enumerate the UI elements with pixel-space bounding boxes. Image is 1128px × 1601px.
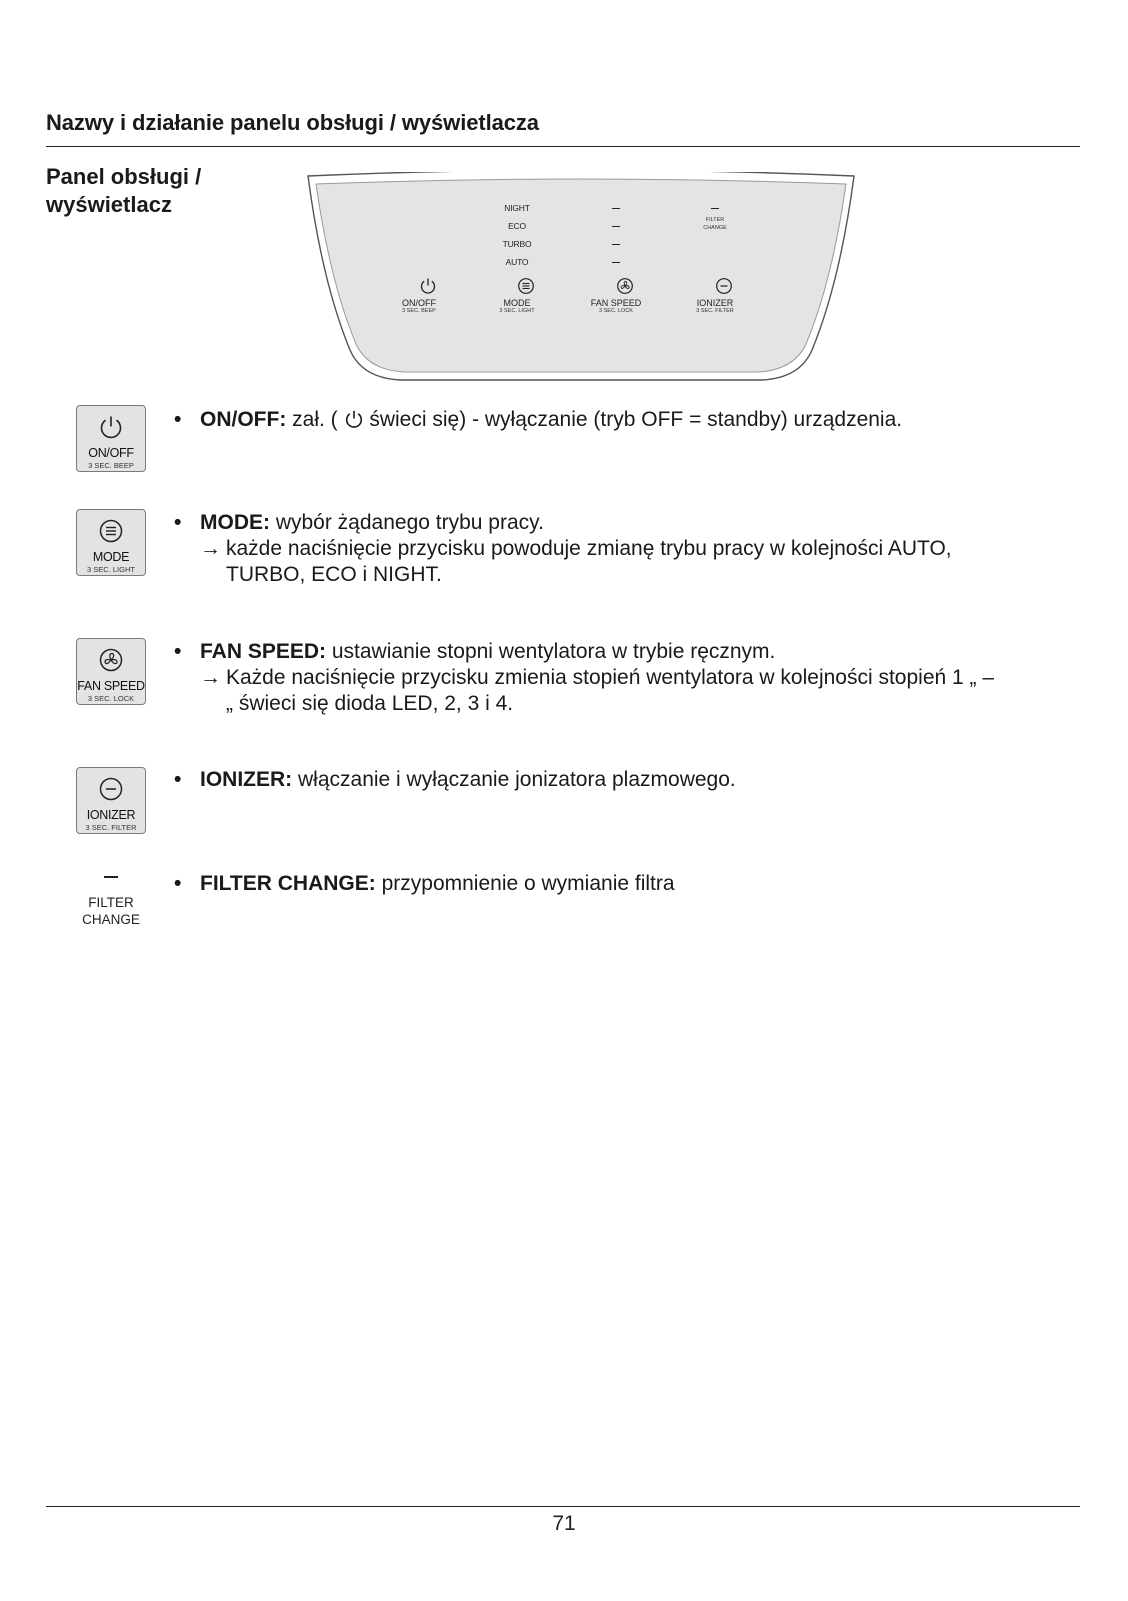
- panel-ionizer-label: IONIZER: [696, 298, 734, 308]
- led-indicator: [612, 208, 620, 209]
- led-indicator: [612, 226, 620, 227]
- menu-icon: [98, 518, 124, 549]
- bullet: •: [174, 408, 182, 431]
- onoff-button-sub: 3 SEC. BEEP: [88, 461, 134, 470]
- onoff-keyword: ON/OFF:: [200, 408, 287, 431]
- onoff-button-label: ON/OFF: [88, 446, 134, 460]
- fan-icon: [98, 647, 124, 678]
- bullet: •: [174, 768, 182, 791]
- minus-circle-icon: [98, 776, 124, 807]
- mode-cont-text: TURBO, ECO i NIGHT.: [226, 563, 442, 586]
- fanspeed-text: ustawianie stopni wentylatora w trybie ręcznym.: [326, 640, 776, 663]
- fanspeed-arrow-text: Każde naciśnięcie przycisku zmienia stopień wentylatora w kolejności stopień 1 „ –: [226, 666, 995, 689]
- filter-label-line2: CHANGE: [82, 912, 140, 927]
- ionizer-button-sub: 3 SEC. FILTER: [85, 823, 137, 832]
- fanspeed-description: [174, 639, 1074, 717]
- filter-label-line1: FILTER: [88, 895, 134, 910]
- filter-change-indicator: [76, 870, 146, 928]
- power-icon: [98, 414, 124, 445]
- panel-filter-label1: FILTER: [705, 217, 725, 223]
- bullet: •: [174, 511, 182, 534]
- mode-arrow-text: każde naciśnięcie przycisku powoduje zmianę trybu pracy w kolejności AUTO,: [226, 537, 952, 560]
- panel-onoff-label: ON/OFF: [402, 298, 436, 308]
- led-indicator: [612, 262, 620, 263]
- filter-description: [174, 871, 1074, 897]
- mode-keyword: MODE:: [200, 511, 270, 534]
- bullet: •: [174, 872, 182, 895]
- power-icon: [344, 409, 364, 436]
- mode-description: [174, 510, 1074, 588]
- control-panel-illustration: [300, 172, 862, 394]
- mode-button-label: MODE: [92, 550, 130, 564]
- bullet: •: [174, 640, 182, 663]
- mode-text: wybór żądanego trybu pracy.: [270, 511, 544, 534]
- filter-led-indicator: [711, 208, 719, 209]
- panel-mode-auto: AUTO: [505, 257, 529, 267]
- onoff-button-illustration: [76, 405, 146, 472]
- panel-label-line2: wyświetlacz: [46, 192, 172, 217]
- panel-fanspeed-label: FAN SPEED: [590, 298, 642, 308]
- arrow-icon: →: [200, 666, 221, 689]
- panel-label: [46, 163, 201, 219]
- mode-button-sub: 3 SEC. LIGHT: [87, 565, 135, 574]
- header-rule: [46, 146, 1080, 147]
- fanspeed-keyword: FAN SPEED:: [200, 640, 327, 663]
- fanspeed-button-sub: 3 SEC. LOCK: [87, 694, 135, 703]
- panel-fanspeed-sub: 3 SEC. LOCK: [599, 308, 633, 314]
- fanspeed-button-label: FAN SPEED: [77, 679, 145, 693]
- panel-mode-sub: 3 SEC. LIGHT: [499, 308, 535, 314]
- onoff-text-b: świeci się) - wyłączanie (tryb OFF = standby) urządzenia.: [363, 408, 903, 431]
- filter-keyword: FILTER CHANGE:: [200, 872, 376, 895]
- panel-mode-label: MODE: [503, 298, 531, 308]
- panel-filter-label2: CHANGE: [703, 225, 727, 231]
- led-indicator: [612, 244, 620, 245]
- fanspeed-button-illustration: [76, 638, 146, 705]
- panel-onoff-sub: 3 SEC. BEEP: [402, 308, 436, 314]
- ionizer-keyword: IONIZER:: [200, 768, 293, 791]
- ionizer-text: włączanie i wyłączanie jonizatora plazmowego.: [292, 768, 736, 791]
- mode-button-illustration: [76, 509, 146, 576]
- onoff-text-a: zał. (: [286, 408, 344, 431]
- panel-outline: [300, 172, 862, 394]
- fanspeed-cont-text: „ świeci się dioda LED, 2, 3 i 4.: [226, 692, 514, 715]
- filter-text: przypomnienie o wymianie filtra: [375, 872, 675, 895]
- onoff-description: [174, 407, 1074, 436]
- filter-led-indicator: [104, 876, 118, 878]
- ionizer-button-label: IONIZER: [86, 808, 136, 822]
- panel-mode-turbo: TURBO: [502, 239, 532, 249]
- panel-ionizer-sub: 3 SEC. FILTER: [696, 308, 734, 314]
- footer-rule: [46, 1506, 1080, 1507]
- page-number: 71: [552, 1512, 576, 1535]
- panel-mode-night: NIGHT: [504, 203, 530, 213]
- arrow-icon: →: [200, 537, 221, 560]
- ionizer-button-illustration: [76, 767, 146, 834]
- panel-label-line1: Panel obsługi /: [46, 164, 202, 189]
- section-title: Nazwy i działanie panelu obsługi / wyświetlacza: [46, 110, 539, 135]
- panel-mode-eco: ECO: [508, 221, 526, 231]
- ionizer-description: [174, 767, 1074, 793]
